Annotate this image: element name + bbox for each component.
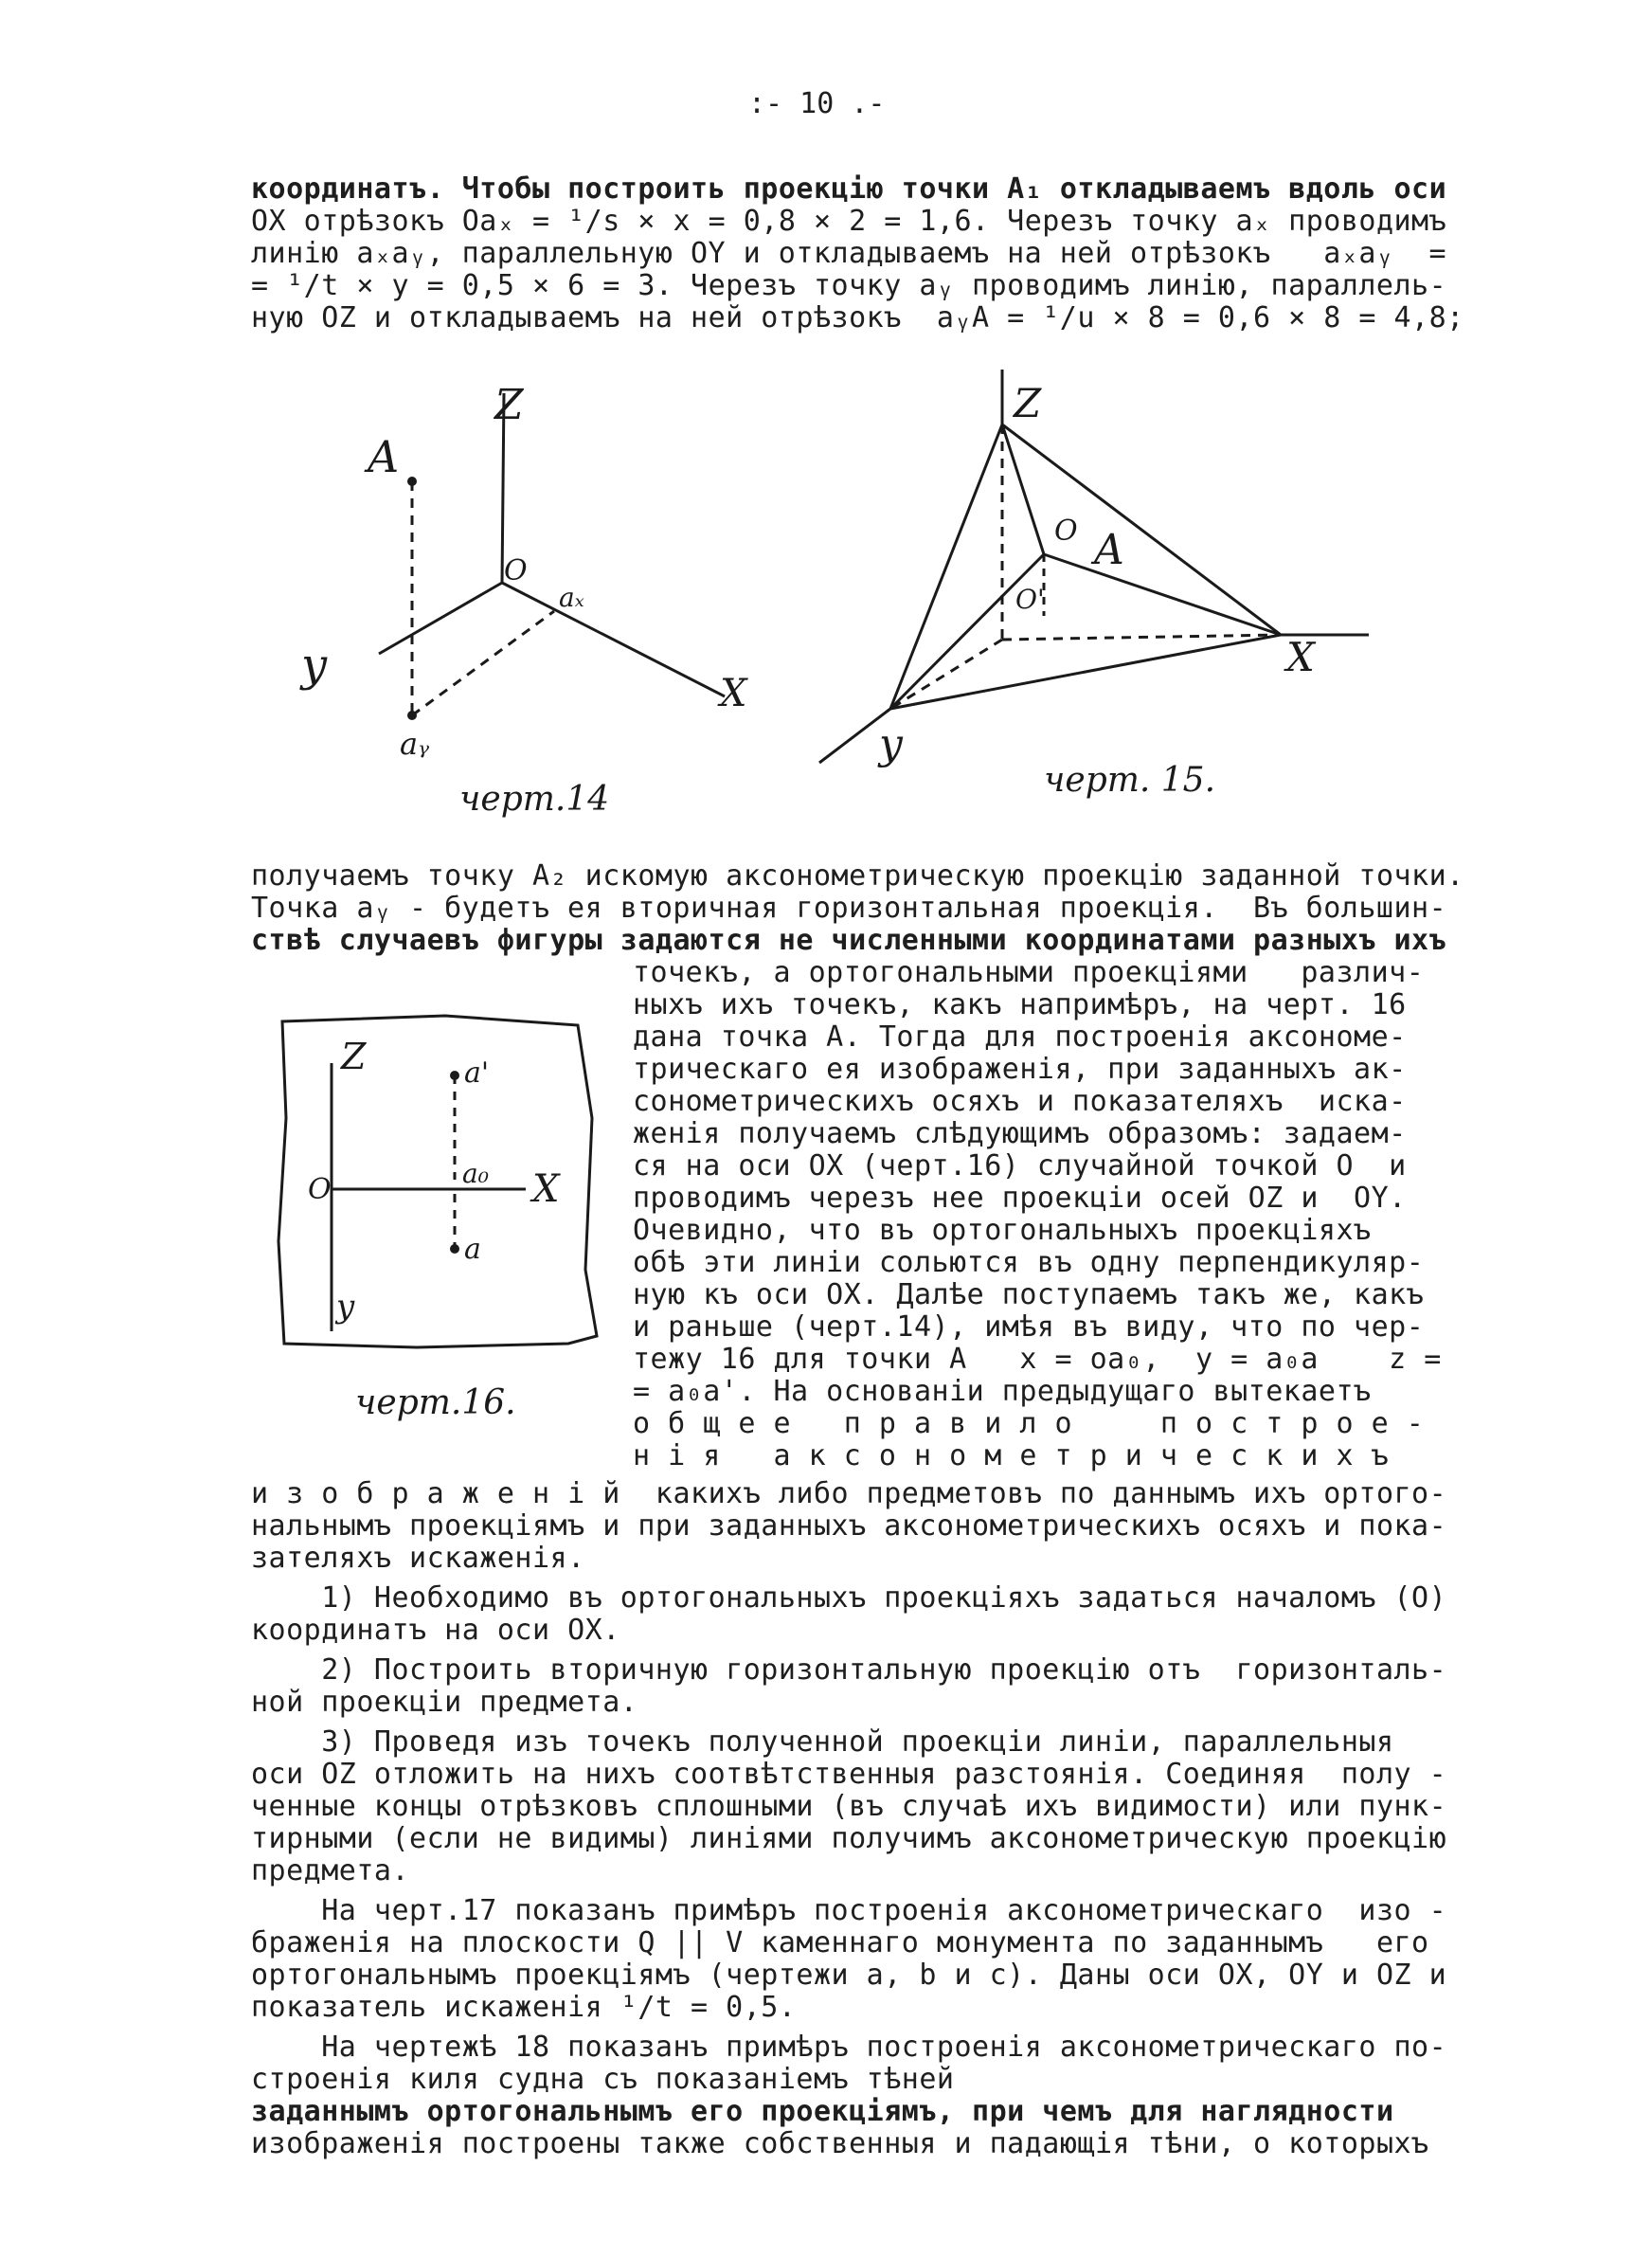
label-x: X <box>532 1167 560 1211</box>
text-line: = ¹/t × y = 0,5 × 6 = 3. Черезъ точку aᵧ проводимъ линію, параллель- <box>251 269 1447 302</box>
edge-z-o <box>1002 424 1044 554</box>
label-a: A <box>368 431 400 482</box>
text-line: н і я а к с о н о м е т р и ч е с к и х ъ <box>633 1439 1390 1472</box>
label-z: Z <box>341 1036 367 1077</box>
text-line: ортогональнымъ проекціямъ (чертежи a, b и c). Даны оси OX, OY и OZ и <box>251 1959 1447 1992</box>
text-line: ся на оси OX (черт.16) случайной точкой O и <box>633 1149 1407 1183</box>
point-a <box>450 1244 459 1254</box>
label-a: a <box>464 1233 481 1266</box>
page-number: :- 10 .- <box>748 87 886 120</box>
text-line: координатъ на оси OX. <box>251 1614 620 1647</box>
text-line: 1) Необходимо въ ортогональныхъ проекціяхъ задаться началомъ (O) <box>251 1581 1447 1615</box>
text-line: линію aₓaᵧ, параллельную OY и откладываемъ на ней отрѣзокъ aₓaᵧ = <box>251 237 1447 270</box>
text-line: строенія киля судна съ показаніемъ тѣней <box>251 2063 955 2096</box>
label-ay: aᵧ <box>400 726 430 762</box>
label-x: X <box>1286 634 1315 680</box>
text-line: дана точка A. Тогда для построенія аксономе- <box>633 1020 1407 1054</box>
text-line: ныхъ ихъ точекъ, какъ напримѣръ, на черт. 16 <box>633 988 1407 1021</box>
text-line: женія получаемъ слѣдующимъ образомъ: задаем- <box>633 1117 1407 1150</box>
text-line: ной проекціи предмета. <box>251 1686 638 1719</box>
text-line: Очевидно, что въ ортогональныхъ проекціяхъ <box>633 1214 1372 1247</box>
figure-16 <box>265 1004 616 1431</box>
label-o: O <box>504 554 528 587</box>
text-line: о б щ е е п р а в и л о п о с т р о е - <box>633 1407 1425 1440</box>
label-y: y <box>301 639 328 692</box>
text-line: браженія на плоскости Q || V каменнаго монумента по заданнымъ его <box>251 1926 1429 1959</box>
figure-16-caption: черт.16. <box>355 1383 516 1422</box>
text-line: ствѣ случаевъ фигуры задаются не численными координатами разныхъ ихъ <box>251 924 1447 957</box>
text-line: заданнымъ ортогональнымъ его проекціямъ, при чемъ для наглядности <box>251 2095 1394 2128</box>
label-z: Z <box>1014 380 1042 426</box>
axis-x <box>502 583 725 696</box>
text-line: сонометрическихъ осяхъ и показателяхъ иска- <box>633 1085 1407 1118</box>
edge-o-x <box>1044 554 1281 635</box>
label-a-prime: a' <box>464 1056 490 1090</box>
text-line: предмета. <box>251 1854 410 1887</box>
point-a-prime <box>450 1071 459 1080</box>
figure-15 <box>796 360 1402 815</box>
text-line: координатъ. Чтобы построить проекцію точки A₁ откладываемъ вдоль оси <box>251 172 1447 206</box>
text-line: оси OZ отложить на нихъ соотвѣтственныя разстоянія. Соединяя полу - <box>251 1758 1447 1791</box>
text-line: = a₀a'. На основаніи предыдущаго вытекаетъ <box>633 1375 1372 1408</box>
text-line: тирными (если не видимы) линіями получимъ аксонометрическую проекцію <box>251 1822 1447 1855</box>
text-line: тежу 16 для точки A x = oa₀, y = a₀a z = <box>633 1343 1442 1376</box>
label-ax: aₓ <box>559 582 584 613</box>
label-y: y <box>879 720 903 768</box>
text-line: проводимъ черезъ нее проекціи осей OZ и OY. <box>633 1182 1407 1215</box>
projection-line-ay <box>412 611 554 715</box>
text-line: трическаго ея изображенія, при заданныхъ ак- <box>633 1053 1407 1086</box>
text-line: и з о б р а ж е н і й какихъ либо предметовъ по даннымъ ихъ ортого- <box>251 1477 1447 1510</box>
figure-14-caption: черт.14 <box>459 780 610 819</box>
text-line: ную къ оси OX. Далѣе поступаемъ такъ же, какъ <box>633 1278 1425 1311</box>
label-a: A <box>1094 526 1124 574</box>
label-z: Z <box>494 381 524 429</box>
text-line: OX отрѣзокъ Oaₓ = ¹/s × x = 0,8 × 2 = 1,6. Черезъ точку aₓ проводимъ <box>251 205 1447 238</box>
text-line: ную OZ и откладываемъ на ней отрѣзокъ aᵧA = ¹/u × 8 = 0,6 × 8 = 4,8; <box>251 301 1464 334</box>
text-line: нальнымъ проекціямъ и при заданныхъ аксонометрическихъ осяхъ и пока- <box>251 1509 1447 1543</box>
text-line: ченные концы отрѣзковъ сплошными (въ случаѣ ихъ видимости) или пунк- <box>251 1790 1447 1823</box>
text-line: и раньше (черт.14), имѣя въ виду, что по чер- <box>633 1310 1425 1344</box>
text-line: изображенія построены также собственныя и падающія тѣни, о которыхъ <box>251 2127 1429 2160</box>
edge-z-y <box>890 424 1002 709</box>
text-line: На чертежѣ 18 показанъ примѣръ построенія аксонометрическаго по- <box>251 2031 1447 2064</box>
text-line: На черт.17 показанъ примѣръ построенія аксонометрическаго изо - <box>251 1894 1447 1927</box>
text-line: получаемъ точку A₂ искомую аксонометрическую проекцію заданной точки. <box>251 859 1464 893</box>
text-line: Точка aᵧ - будетъ ея вторичная горизонтальная проекція. Въ большин- <box>251 892 1447 925</box>
label-x: X <box>720 672 747 715</box>
point-a <box>407 477 417 486</box>
text-line: 3) Проведя изъ точекъ полученной проекціи линіи, параллельныя <box>251 1725 1394 1759</box>
text-line: показатель искаженія ¹/t = 0,5. <box>251 1991 797 2024</box>
point-ay <box>407 711 417 720</box>
label-o: O <box>308 1173 332 1206</box>
label-o: O <box>1054 515 1078 548</box>
hidden-edge-x <box>1002 635 1281 640</box>
text-line: 2) Построить вторичную горизонтальную проекцію отъ горизонталь- <box>251 1653 1447 1687</box>
label-a0: a₀ <box>462 1158 489 1189</box>
edge-o-y <box>890 554 1044 709</box>
label-y: y <box>336 1288 355 1326</box>
axis-y <box>379 583 502 654</box>
text-line: точекъ, а ортогональными проекціями различ- <box>633 956 1425 989</box>
figure-14 <box>284 379 777 834</box>
text-line: обѣ эти линіи сольются въ одну перпендикуляр- <box>633 1246 1425 1279</box>
figure-15-caption: черт. 15. <box>1044 761 1216 800</box>
edge-y-x <box>890 635 1281 709</box>
text-line: зателяхъ искаженія. <box>251 1542 585 1575</box>
label-o-prime: O' <box>1015 584 1045 615</box>
